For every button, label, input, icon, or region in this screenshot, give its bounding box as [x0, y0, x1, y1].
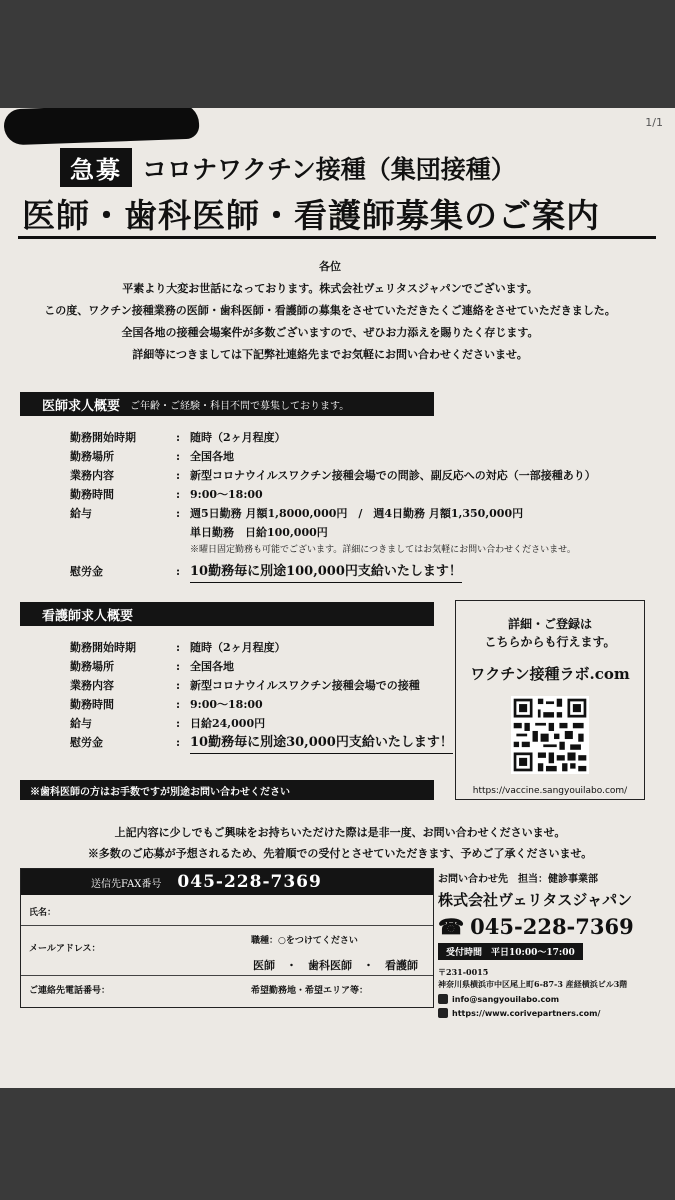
fax-number: 045-228-7369 — [177, 872, 322, 892]
business-hours: 受付時間 平日10:00〜17:00 — [438, 943, 583, 960]
dentist-note-text: ※歯科医師の方はお手数ですが別途お問い合わせください — [30, 786, 290, 798]
nurse-section-title: 看護師求人概要 — [42, 608, 134, 624]
headline-subtitle: コロナワクチン接種（集団接種） — [142, 154, 516, 184]
register-text — [456, 615, 644, 651]
register-box — [455, 600, 645, 800]
detail-value: 随時（2ヶ月程度） — [190, 431, 286, 444]
register-url[interactable]: https://vaccine.sangyouilabo.com/ — [472, 786, 628, 796]
bonus-label: 慰労金 — [70, 565, 103, 578]
phone-number: 045-228-7369 — [470, 914, 634, 939]
mail-icon — [438, 994, 448, 1004]
register-line: 詳細・ご登録は — [507, 617, 592, 631]
address — [438, 966, 668, 990]
detail-value: 随時（2ヶ月程度） — [190, 641, 286, 654]
detail-value: 全国各地 — [190, 450, 234, 463]
detail-label: 勤務場所 — [70, 660, 114, 673]
contact-phone[interactable] — [438, 914, 668, 939]
fax-form — [20, 868, 434, 1008]
doctor-section-note: ご年齢・ご経験・科目不問で募集しております。 — [130, 400, 350, 412]
area-field[interactable]: 希望勤務地・希望エリア等： — [251, 986, 369, 996]
detail-value: 週5日勤務 月額1,8000,000円 / 週4日勤務 月額1,350,000円 — [190, 507, 524, 520]
redaction-mark — [3, 108, 199, 145]
detail-label: 給与 — [70, 717, 92, 730]
intro-line: この度、ワクチン接種業務の医師・歯科医師・看護師の募集をさせていただきたくご連絡をさせていただきました。 — [44, 304, 616, 317]
postal-code: 〒231-0015 — [438, 967, 489, 977]
nurse-section-header — [20, 602, 434, 626]
dentist-note — [20, 780, 434, 800]
fax-header — [21, 869, 433, 895]
salary-note: ※曜日固定勤務も可能でございます。詳細につきましてはお気軽にお問い合わせくださいませ。 — [190, 545, 576, 555]
intro-line: 詳細等につきましては下記弊社連絡先までお気軽にお問い合わせくださいませ。 — [132, 348, 528, 361]
contact-info — [438, 870, 668, 1018]
closing-text — [20, 822, 660, 864]
phone-field[interactable]: ご連絡先電話番号： — [29, 986, 111, 996]
detail-label: 勤務開始時期 — [70, 431, 136, 444]
doctor-section-header — [20, 392, 434, 416]
web-icon — [438, 1008, 448, 1018]
website-line[interactable] — [438, 1008, 668, 1018]
bonus-value: 10勤務毎に別途100,000円支給いたします！ — [190, 562, 462, 583]
phone-icon: ☎ — [438, 914, 465, 939]
intro-line: 平素より大変お世話になっております。株式会社ヴェリタスジャパンでございます。 — [122, 282, 538, 295]
detail-value: 新型コロナウイルスワクチン接種会場での接種 — [190, 679, 420, 692]
page-title: 医師・歯科医師・看護師募集のご案内 — [22, 196, 600, 235]
intro-line: 各位 — [319, 260, 341, 273]
street-address: 神奈川県横浜市中区尾上町6-87-3 産経横浜ビル3階 — [438, 979, 628, 989]
headline-top — [60, 148, 516, 187]
contact-email: info@sangyouilabo.com — [452, 994, 560, 1004]
doctor-section-title: 医師求人概要 — [42, 398, 121, 414]
flyer-page: 1/1 急募 コロナワクチン接種（集団接種） 医師・歯科医師・看護師募集のご案内 各位 平素より大変お世話になっております。株式会社ヴェリタスジャパンでございます。 この度、ワクチン接種業務の医師・歯科医師・看護師の募集をさせていただきたくご連絡をさせていただきました。 全国各地の接種会場案件が多数ございますので、ぜひお力添えを賜りたく存じます。 詳細等につきましては下記弊社連絡先までお気軽にお問い合わせくださいませ。 医師求人概要 ご年齢・ご経験・科目不問で募集しております。 勤務開始時期 : 随時（2ヶ月程度） 勤務場所 : 全国各地 業務内容 : 新型コロナウイルスワクチン接種会場での問診、副反応への対応（一部接種あり） 勤務時間 : 9:00〜18:00 給与 : 週5日勤務 月額1,8000,000円 / 週4日勤務 月額1,350,000円 単日勤務 日給100,000円 ※曜日固定勤務も可能でございます。詳細につきましてはお気軽にお問い合わせくださいませ。 慰労金 : 10勤務毎に別途100,000円支給いたします！ 看護師求人概要 勤務開始時期 : 随時（2ヶ月程度） 勤務場所 : 全国各地 業務内容 : 新型コロナウイルスワクチン接種会場での接種 勤務時間 : 9:00〜18:00 給与 : 日給24,000円 慰労金 : 10勤務毎に別途30,000円支給いたします！ ※歯科医師の方はお手数ですが別途お問い合わせください 詳細・ご登録は こちらからも行えます。 ワクチン接種ラボ.com https://vaccine.sangyouilabo.com/ 上記内容に少しでもご興味をお持ちいただけた際は是非一度、お問い合わせくださいませ。 ※多数のご応募が予想されるため、先着順での受付とさせていただきます、予めご了承くださいませ。 送信先FAX番号 045-228-7369 氏名： メールアドレス： 職種：○をつけてください 医師 ・ 歯科医師 ・ 看護師 ご連絡先電話番号： 希望勤務地・希望エリア等： お問い合わせ先 担当：健診事業部 株式会社ヴェリタスジャパン ☎ 045-228-7369 受付時間 平日10:00〜17:00 〒231-0015 神奈川県横浜市中区尾上町6-87-3 産経横浜ビル3階 info@sangyouilabo.com https://www.corivepartners.com/ — [0, 108, 675, 1088]
detail-label: 勤務時間 — [70, 488, 114, 501]
fax-header-label: 送信先FAX番号 — [91, 878, 162, 890]
register-site-name: ワクチン接種ラボ.com — [470, 665, 630, 683]
job-label: 職種：○をつけてください — [251, 936, 358, 946]
detail-label: 給与 — [70, 507, 92, 520]
company-name: 株式会社ヴェリタスジャパン — [438, 891, 633, 909]
email-field[interactable]: メールアドレス： — [29, 944, 101, 954]
closing-line: 上記内容に少しでもご興味をお持ちいただけた際は是非一度、お問い合わせくださいませ。 — [114, 826, 566, 839]
inquiry-label: お問い合わせ先 担当：健診事業部 — [438, 874, 598, 885]
bonus-value: 10勤務毎に別途30,000円支給いたします！ — [190, 733, 453, 754]
bonus-label: 慰労金 — [70, 736, 103, 749]
page-number: 1/1 — [645, 116, 663, 129]
urgent-badge: 急募 — [60, 148, 132, 187]
detail-label: 勤務場所 — [70, 450, 114, 463]
title-rule — [18, 236, 656, 239]
closing-line: ※多数のご応募が予想されるため、先着順での受付とさせていただきます、予めご了承くださいませ。 — [87, 847, 593, 860]
contact-website: https://www.corivepartners.com/ — [452, 1008, 601, 1018]
detail-label: 業務内容 — [70, 679, 114, 692]
job-options[interactable]: 医師 ・ 歯科医師 ・ 看護師 — [253, 959, 418, 972]
detail-value: 日給24,000円 — [190, 717, 266, 730]
detail-value: 新型コロナウイルスワクチン接種会場での問診、副反応への対応（一部接種あり） — [190, 469, 596, 482]
detail-label: 業務内容 — [70, 469, 114, 482]
email-line[interactable] — [438, 994, 668, 1004]
detail-value: 9:00〜18:00 — [190, 488, 263, 501]
intro-text — [20, 256, 640, 366]
intro-line: 全国各地の接種会場案件が多数ございますので、ぜひお力添えを賜りたく存じます。 — [121, 326, 539, 339]
register-line: こちらからも行えます。 — [484, 635, 616, 649]
detail-label: 勤務時間 — [70, 698, 114, 711]
salary-daily: 単日勤務 日給100,000円 — [190, 526, 328, 539]
detail-value: 全国各地 — [190, 660, 234, 673]
detail-label: 勤務開始時期 — [70, 641, 136, 654]
name-field[interactable]: 氏名： — [29, 908, 57, 918]
qr-code-icon[interactable] — [511, 696, 589, 774]
detail-value: 9:00〜18:00 — [190, 698, 263, 711]
